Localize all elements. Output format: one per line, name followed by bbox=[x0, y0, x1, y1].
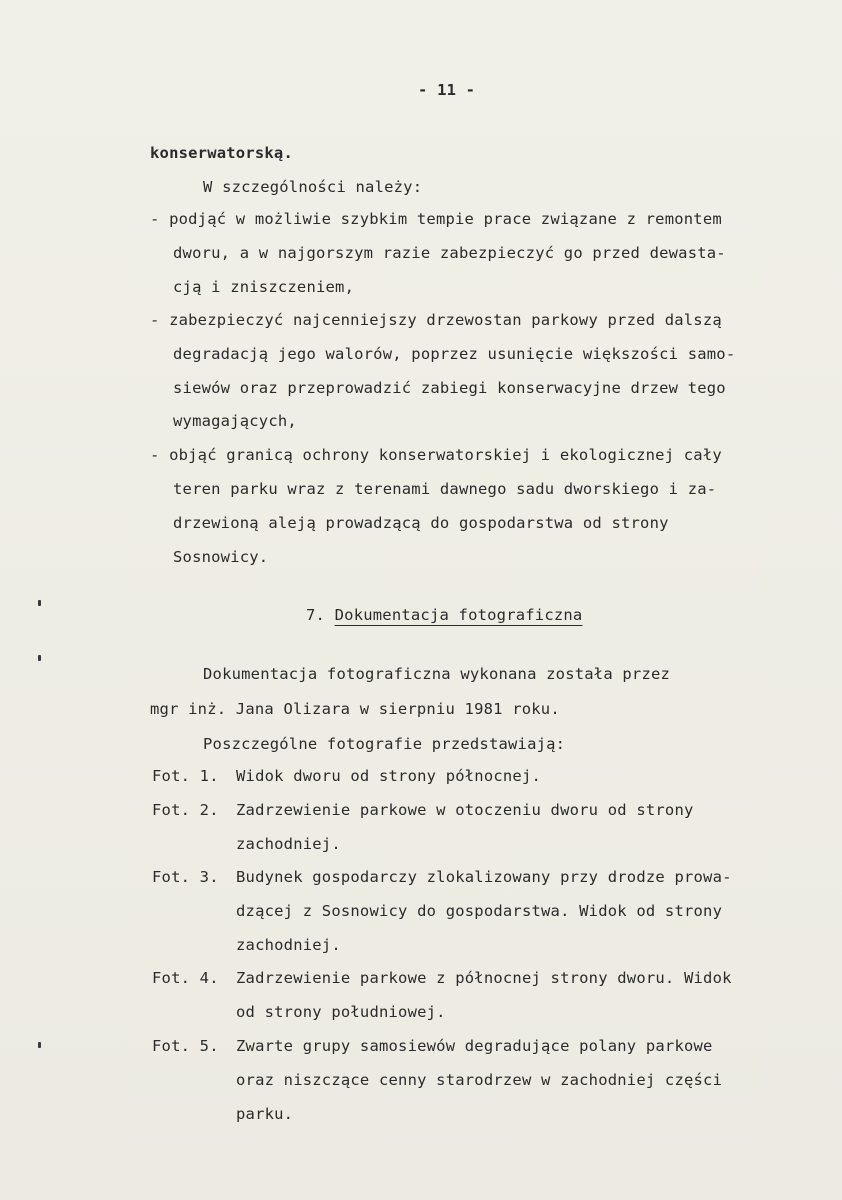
photo-label: Fot. 1. bbox=[152, 767, 219, 785]
photo-label: Fot. 2. bbox=[152, 801, 219, 819]
photo-caption-line: od strony południowej. bbox=[236, 1003, 446, 1021]
photo-caption-line: Budynek gospodarczy zlokalizowany przy drodze prowa- bbox=[236, 868, 732, 886]
section-heading bbox=[306, 605, 582, 625]
body-line-8: siewów oraz przeprowadzić zabiegi konserwacyjne drzew tego bbox=[173, 379, 726, 397]
punch-mark bbox=[38, 600, 41, 606]
body-line-4: dworu, a w najgorszym razie zabezpieczyć go przed dewasta- bbox=[173, 244, 726, 262]
photo-label: Fot. 4. bbox=[152, 969, 219, 987]
photo-caption-line: Zadrzewienie parkowe z północnej strony dworu. Widok bbox=[236, 969, 732, 987]
section-line-3: Poszczególne fotografie przedstawiają: bbox=[203, 735, 566, 753]
body-line-12: drzewioną aleją prowadzącą do gospodarstwa od strony bbox=[173, 514, 669, 532]
page-number: - 11 - bbox=[418, 81, 476, 99]
section-title: Dokumentacja fotograficzna bbox=[334, 606, 583, 624]
photo-caption-line: zachodniej. bbox=[236, 936, 341, 954]
body-line-2: W szczególności należy: bbox=[203, 178, 423, 196]
body-line-10: - objąć granicą ochrony konserwatorskiej i ekologicznej cały bbox=[150, 446, 722, 464]
photo-caption-line: parku. bbox=[236, 1105, 294, 1123]
photo-caption-line: zachodniej. bbox=[236, 835, 341, 853]
photo-caption-line: oraz niszczące cenny starodrzew w zachodniej części bbox=[236, 1071, 723, 1089]
section-number: 7. bbox=[306, 606, 326, 624]
body-line-3: - podjąć w możliwie szybkim tempie prace związane z remontem bbox=[150, 210, 722, 228]
photo-caption-line: Zwarte grupy samosiewów degradujące polany parkowe bbox=[236, 1037, 713, 1055]
body-line-13: Sosnowicy. bbox=[173, 548, 269, 566]
photo-caption-line: Zadrzewienie parkowe w otoczeniu dworu od strony bbox=[236, 801, 694, 819]
section-line-1: Dokumentacja fotograficzna wykonana została przez bbox=[203, 665, 671, 683]
body-line-1: konserwatorską. bbox=[150, 144, 293, 162]
body-line-6: - zabezpieczyć najcenniejszy drzewostan parkowy przed dalszą bbox=[150, 311, 722, 329]
photo-label: Fot. 5. bbox=[152, 1037, 219, 1055]
punch-mark bbox=[38, 655, 41, 661]
body-line-11: teren parku wraz z terenami dawnego sadu dworskiego i za- bbox=[173, 480, 717, 498]
body-line-7: degradacją jego walorów, poprzez usunięcie większości samo- bbox=[173, 345, 736, 363]
body-line-5: cją i zniszczeniem, bbox=[173, 278, 355, 296]
body-line-9: wymagających, bbox=[173, 412, 297, 430]
photo-caption-line: Widok dworu od strony północnej. bbox=[236, 767, 542, 785]
photo-caption-line: dzącej z Sosnowicy do gospodarstwa. Widok od strony bbox=[236, 902, 723, 920]
punch-mark bbox=[38, 1042, 41, 1048]
photo-label: Fot. 3. bbox=[152, 868, 219, 886]
section-line-2: mgr inż. Jana Olizara w sierpniu 1981 roku. bbox=[150, 700, 560, 718]
